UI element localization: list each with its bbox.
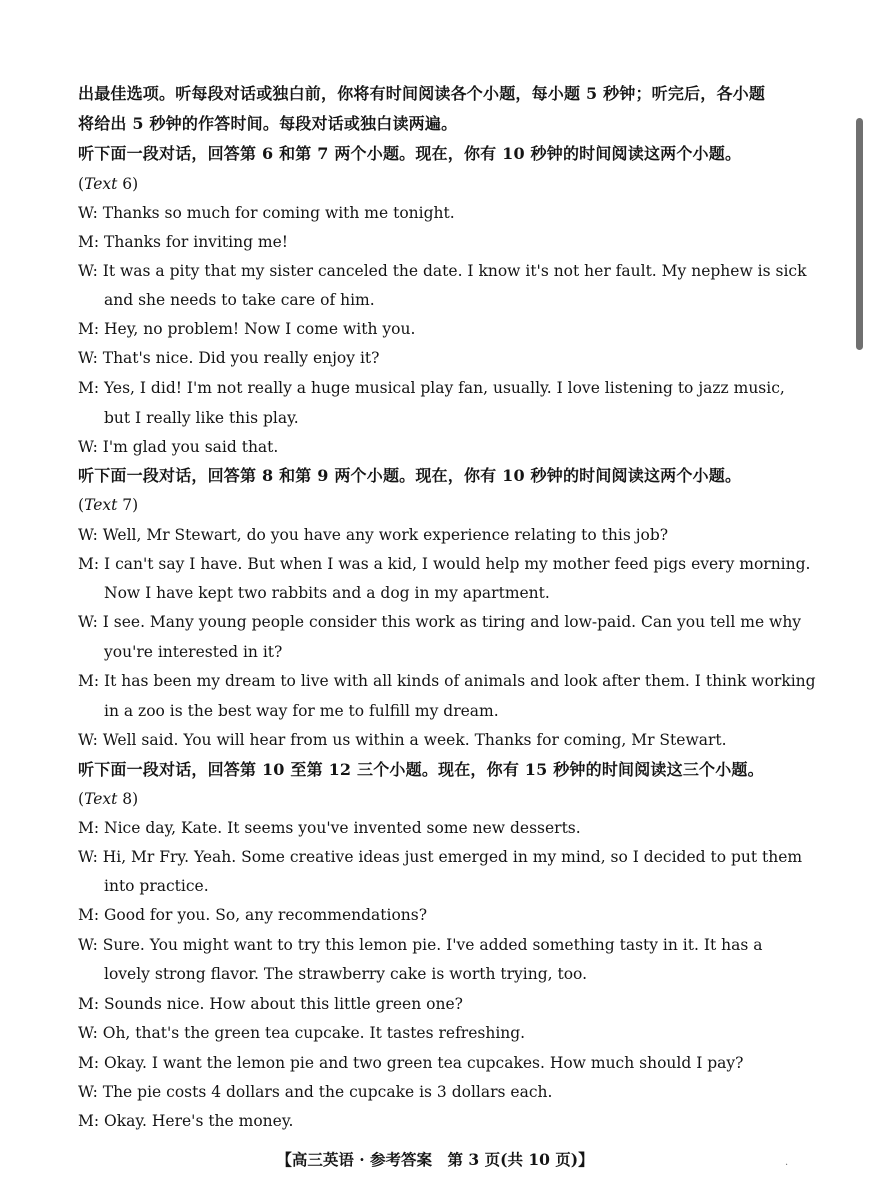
instruction-line: 出最佳选项。听每段对话或独白前，你将有时间阅读各个小题，每小题 5 秒钟；听完后，各小题 — [78, 84, 766, 103]
dialogue-line: W: Thanks so much for coming with me tonight. — [78, 204, 455, 222]
text-label: (Text 6) — [78, 175, 139, 193]
dialogue-line: W: Oh, that's the green tea cupcake. It tastes refreshing. — [78, 1024, 526, 1042]
dialogue-line: M: Yes, I did! I'm not really a huge musical play fan, usually. I love listening to jazz music, — [78, 379, 785, 397]
section-instruction: 听下面一段对话，回答第 8 和第 9 两个小题。现在，你有 10 秒钟的时间阅读这两个小题。 — [78, 466, 742, 485]
dialogue-line: W: Sure. You might want to try this lemon pie. I've added something tasty in it. It has a — [78, 936, 763, 954]
dialogue-continuation: but I really like this play. — [104, 409, 299, 427]
dialogue-line: W: I'm glad you said that. — [78, 438, 279, 456]
dialogue-line: W: Well, Mr Stewart, do you have any work experience relating to this job? — [78, 526, 669, 544]
dialogue-continuation: in a zoo is the best way for me to fulfill my dream. — [104, 702, 499, 720]
text-label: (Text 7) — [78, 496, 139, 514]
dialogue-continuation: and she needs to take care of him. — [104, 291, 375, 309]
dialogue-line: M: Hey, no problem! Now I come with you. — [78, 320, 416, 338]
dialogue-line: M: It has been my dream to live with all kinds of animals and look after them. I think working — [78, 672, 816, 690]
dialogue-line: M: Thanks for inviting me! — [78, 233, 289, 251]
page-footer: 【高三英语 · 参考答案 第 3 页(共 10 页)】 — [276, 1150, 594, 1169]
dialogue-line: M: Okay. I want the lemon pie and two green tea cupcakes. How much should I pay? — [78, 1054, 744, 1072]
dialogue-continuation: into practice. — [104, 877, 209, 895]
dialogue-line: M: Sounds nice. How about this little green one? — [78, 995, 463, 1013]
dialogue-line: W: It was a pity that my sister canceled the date. I know it's not her fault. My nephew is sick — [78, 262, 807, 280]
vertical-scrollbar[interactable] — [856, 118, 863, 350]
dialogue-line: W: The pie costs 4 dollars and the cupcake is 3 dollars each. — [78, 1083, 553, 1101]
dialogue-continuation: you're interested in it? — [104, 643, 283, 661]
dialogue-continuation: Now I have kept two rabbits and a dog in my apartment. — [104, 584, 550, 602]
dialogue-line: W: I see. Many young people consider this work as tiring and low-paid. Can you tell me why — [78, 613, 802, 631]
instruction-line: 将给出 5 秒钟的作答时间。每段对话或独白读两遍。 — [78, 114, 458, 133]
dialogue-line: W: Well said. You will hear from us within a week. Thanks for coming, Mr Stewart. — [78, 731, 727, 749]
dialogue-line: W: Hi, Mr Fry. Yeah. Some creative ideas just emerged in my mind, so I decided to put them — [78, 848, 803, 866]
dialogue-line: M: Okay. Here's the money. — [78, 1112, 294, 1130]
dialogue-line: M: Nice day, Kate. It seems you've invented some new desserts. — [78, 819, 581, 837]
section-instruction: 听下面一段对话，回答第 10 至第 12 三个小题。现在，你有 15 秒钟的时间阅读这三个小题。 — [78, 760, 764, 779]
page-mark: · — [785, 1160, 789, 1171]
dialogue-line: W: That's nice. Did you really enjoy it? — [78, 349, 380, 367]
section-instruction: 听下面一段对话，回答第 6 和第 7 两个小题。现在，你有 10 秒钟的时间阅读这两个小题。 — [78, 144, 742, 163]
dialogue-line: M: Good for you. So, any recommendations? — [78, 906, 428, 924]
dialogue-line: M: I can't say I have. But when I was a kid, I would help my mother feed pigs every morning. — [78, 555, 811, 573]
text-label: (Text 8) — [78, 790, 139, 808]
dialogue-continuation: lovely strong flavor. The strawberry cake is worth trying, too. — [104, 965, 588, 983]
